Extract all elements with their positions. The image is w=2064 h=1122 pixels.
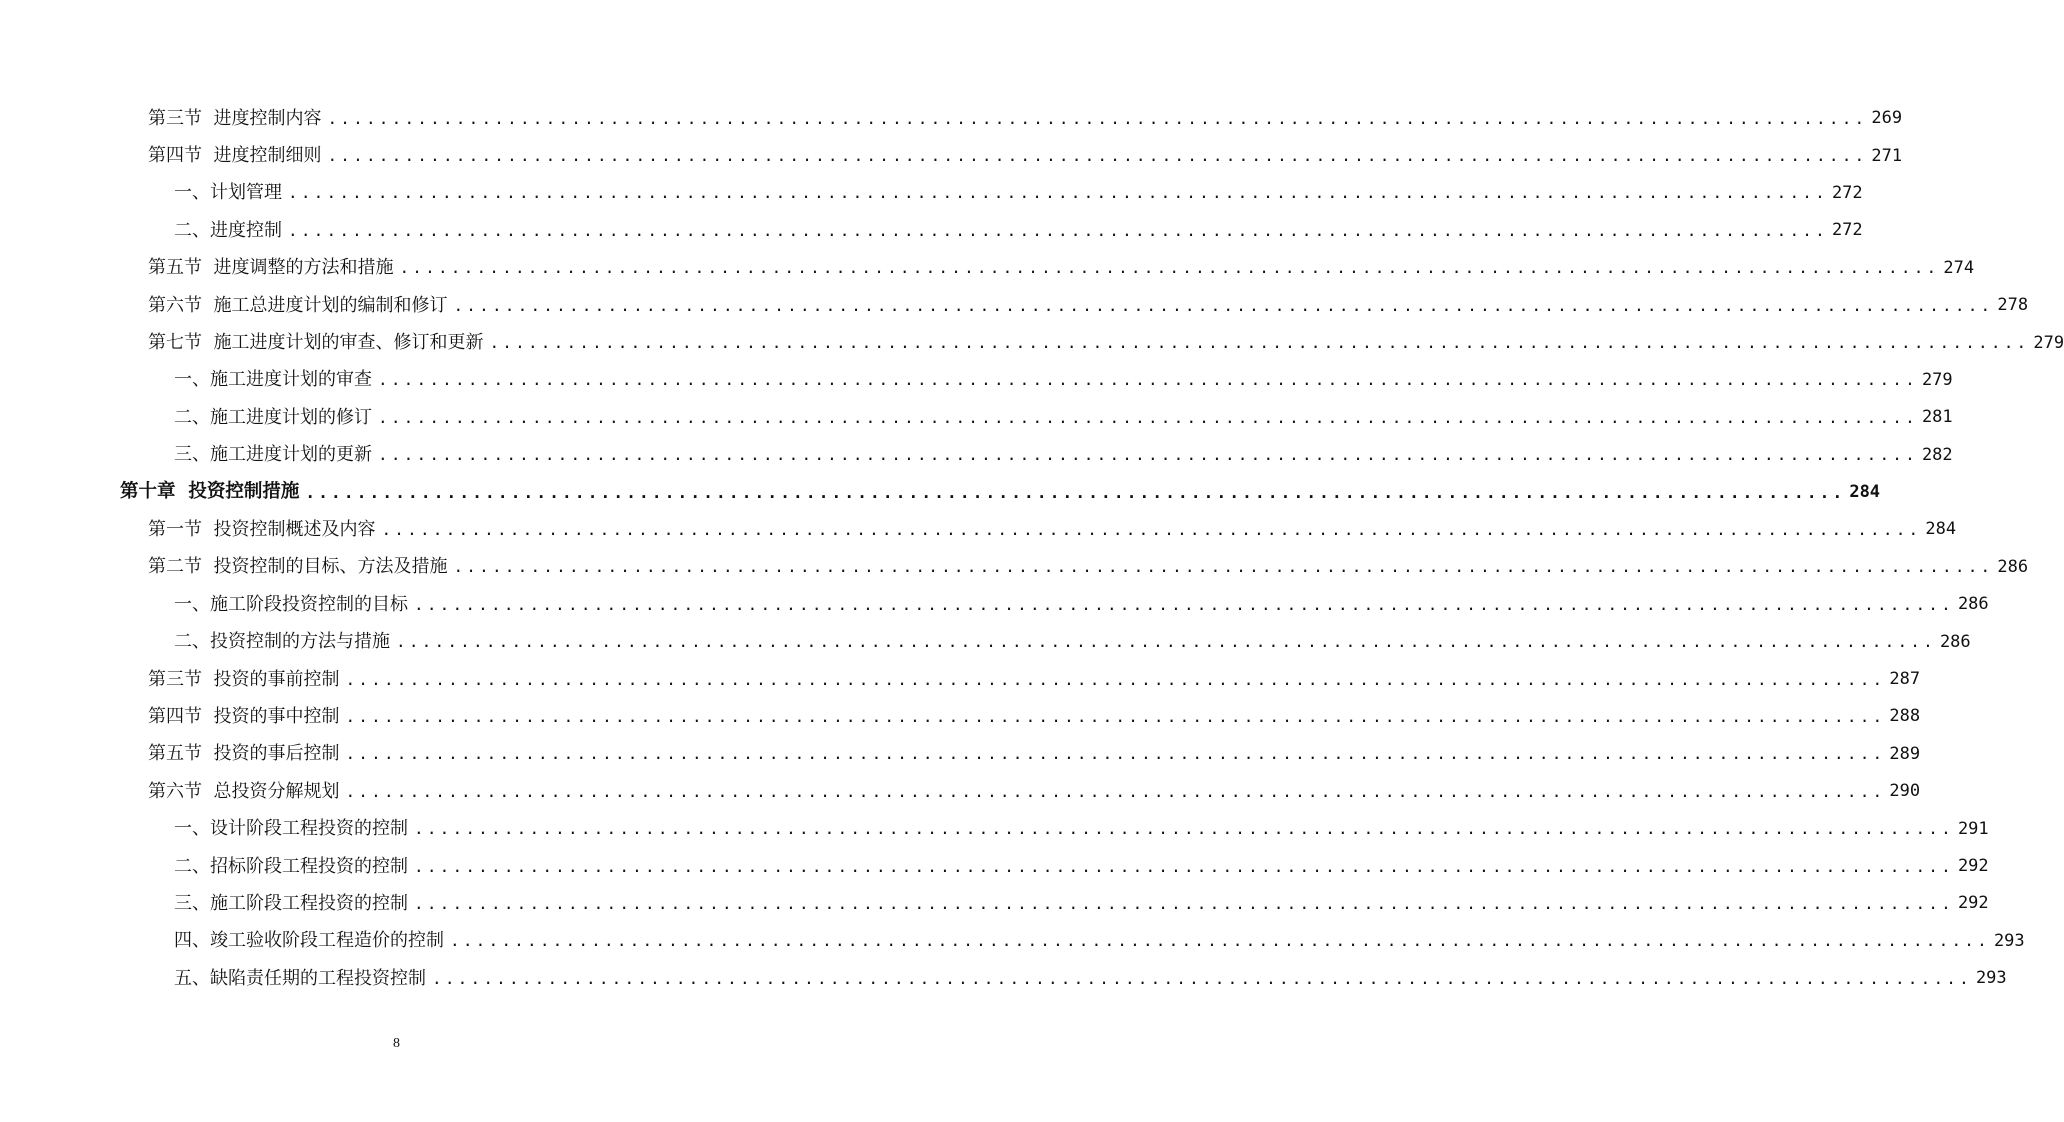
toc-subsection-entry[interactable]	[0, 437, 1953, 474]
toc-subsection-entry[interactable]	[0, 885, 1989, 922]
toc-dot-leader: ........................................................................................................................	[453, 295, 1994, 315]
toc-dot-leader: ........................................................................................................................	[345, 706, 1886, 726]
toc-dot-leader: ........................................................................................................................	[305, 482, 1846, 502]
toc-entry-page: 272	[1831, 182, 1863, 203]
toc-entry-title: 第五节 投资的事后控制	[148, 743, 340, 765]
toc-subsection-entry[interactable]	[0, 810, 1989, 847]
toc-entry-title: 二、招标阶段工程投资的控制	[174, 855, 408, 877]
toc-subsection-entry[interactable]	[0, 175, 1863, 212]
toc-section-entry[interactable]	[0, 511, 1957, 548]
toc-section-entry[interactable]	[0, 287, 2029, 324]
toc-entry-title: 二、施工进度计划的修订	[174, 406, 372, 428]
toc-section-entry[interactable]	[0, 661, 1921, 698]
toc-dot-leader: ........................................................................................................................	[345, 669, 1886, 689]
toc-entry-page: 269	[1871, 108, 1903, 129]
toc-entry-page: 282	[1921, 444, 1953, 465]
toc-dot-leader: ........................................................................................................................	[489, 333, 2030, 353]
toc-entry-page: 284	[1849, 482, 1881, 503]
toc-entry-title: 一、施工阶段投资控制的目标	[174, 593, 408, 615]
toc-entry-title: 第六节 总投资分解规划	[148, 780, 340, 802]
toc-entry-title: 第六节 施工总进度计划的编制和修订	[148, 294, 448, 316]
toc-dot-leader: ........................................................................................................................	[345, 781, 1886, 801]
toc-dot-leader: ........................................................................................................................	[414, 893, 1954, 913]
toc-entry-page: 278	[1997, 295, 2029, 316]
toc-dot-leader: ........................................................................................................................	[414, 819, 1954, 839]
toc-section-entry[interactable]	[0, 549, 2029, 586]
toc-entry-title: 第四节 投资的事中控制	[148, 705, 340, 727]
toc-entry-page: 293	[1975, 968, 2007, 989]
toc-entry-title: 第一节 投资控制概述及内容	[148, 518, 376, 540]
toc-entry-page: 292	[1957, 893, 1989, 914]
toc-subsection-entry[interactable]	[0, 362, 1953, 399]
toc-entry-page: 292	[1957, 856, 1989, 876]
toc-dot-leader: ........................................................................................................................	[288, 220, 1828, 240]
toc-entry-title: 二、进度控制	[174, 219, 282, 241]
toc-entry-title: 一、设计阶段工程投资的控制	[174, 818, 408, 840]
toc-section-entry[interactable]	[0, 100, 1903, 137]
toc-entry-title: 第十章 投资控制措施	[120, 481, 300, 503]
toc-entry-page: 272	[1831, 220, 1863, 241]
toc-subsection-entry[interactable]	[0, 623, 1971, 660]
toc-dot-leader: ........................................................................................................................	[381, 519, 1922, 539]
toc-dot-leader: ........................................................................................................................	[414, 594, 1954, 614]
toc-dot-leader: ........................................................................................................................	[345, 744, 1886, 764]
toc-entry-title: 三、施工进度计划的更新	[174, 444, 372, 466]
toc-entry-page: 279	[1921, 369, 1953, 390]
table-of-contents	[0, 100, 2064, 997]
toc-dot-leader: ........................................................................................................................	[432, 968, 1972, 988]
toc-section-entry[interactable]	[0, 736, 1921, 773]
toc-dot-leader: ........................................................................................................................	[450, 931, 1990, 951]
toc-entry-page: 287	[1889, 669, 1921, 690]
toc-subsection-entry[interactable]	[0, 399, 1953, 436]
toc-dot-leader: ........................................................................................................................	[288, 183, 1828, 203]
toc-subsection-entry[interactable]	[0, 212, 1863, 249]
toc-subsection-entry[interactable]	[0, 848, 1989, 885]
toc-entry-title: 一、施工进度计划的审查	[174, 369, 372, 391]
toc-entry-title: 第三节 进度控制内容	[148, 107, 322, 129]
toc-entry-page: 289	[1889, 743, 1921, 764]
toc-section-entry[interactable]	[0, 324, 2064, 361]
toc-dot-leader: ........................................................................................................................	[378, 370, 1918, 390]
toc-entry-title: 第二节 投资控制的目标、方法及措施	[148, 556, 448, 578]
toc-dot-leader: ........................................................................................................................	[378, 445, 1918, 465]
toc-section-entry[interactable]	[0, 773, 1921, 810]
toc-entry-page: 286	[1957, 594, 1989, 615]
toc-dot-leader: ........................................................................................................................	[396, 632, 1936, 652]
toc-dot-leader: ........................................................................................................................	[327, 146, 1868, 166]
toc-entry-page: 288	[1889, 706, 1921, 727]
toc-subsection-entry[interactable]	[0, 586, 1989, 623]
toc-dot-leader: ........................................................................................................................	[453, 557, 1994, 577]
toc-subsection-entry[interactable]	[0, 960, 2007, 997]
toc-entry-page: 293	[1993, 930, 2025, 951]
toc-chapter-entry[interactable]	[0, 474, 1881, 511]
toc-entry-page: 286	[1997, 556, 2029, 577]
toc-entry-title: 一、计划管理	[174, 182, 282, 204]
toc-dot-leader: ........................................................................................................................	[414, 856, 1954, 876]
toc-section-entry[interactable]	[0, 250, 1975, 287]
toc-entry-page: 290	[1889, 781, 1921, 802]
toc-entry-page: 281	[1921, 407, 1953, 428]
toc-dot-leader: ........................................................................................................................	[327, 108, 1868, 128]
toc-entry-page: 291	[1957, 818, 1989, 839]
toc-section-entry[interactable]	[0, 137, 1903, 174]
page-number: 8	[393, 1036, 400, 1051]
toc-entry-title: 第五节 进度调整的方法和措施	[148, 257, 394, 279]
toc-entry-title: 四、竣工验收阶段工程造价的控制	[174, 930, 444, 952]
toc-entry-page: 274	[1943, 257, 1975, 278]
toc-subsection-entry[interactable]	[0, 923, 2025, 960]
toc-entry-page: 279	[2033, 332, 2064, 353]
toc-entry-title: 二、投资控制的方法与措施	[174, 631, 390, 653]
toc-entry-title: 三、施工阶段工程投资的控制	[174, 892, 408, 914]
toc-dot-leader: ........................................................................................................................	[399, 258, 1940, 278]
toc-entry-title: 五、缺陷责任期的工程投资控制	[174, 967, 426, 989]
toc-entry-page: 271	[1871, 145, 1903, 166]
toc-entry-title: 第七节 施工进度计划的审查、修订和更新	[148, 332, 484, 354]
toc-entry-page: 286	[1939, 631, 1971, 652]
toc-dot-leader: ........................................................................................................................	[378, 407, 1918, 427]
toc-entry-title: 第四节 进度控制细则	[148, 145, 322, 167]
toc-section-entry[interactable]	[0, 698, 1921, 735]
toc-entry-title: 第三节 投资的事前控制	[148, 668, 340, 690]
toc-entry-page: 284	[1925, 519, 1957, 540]
